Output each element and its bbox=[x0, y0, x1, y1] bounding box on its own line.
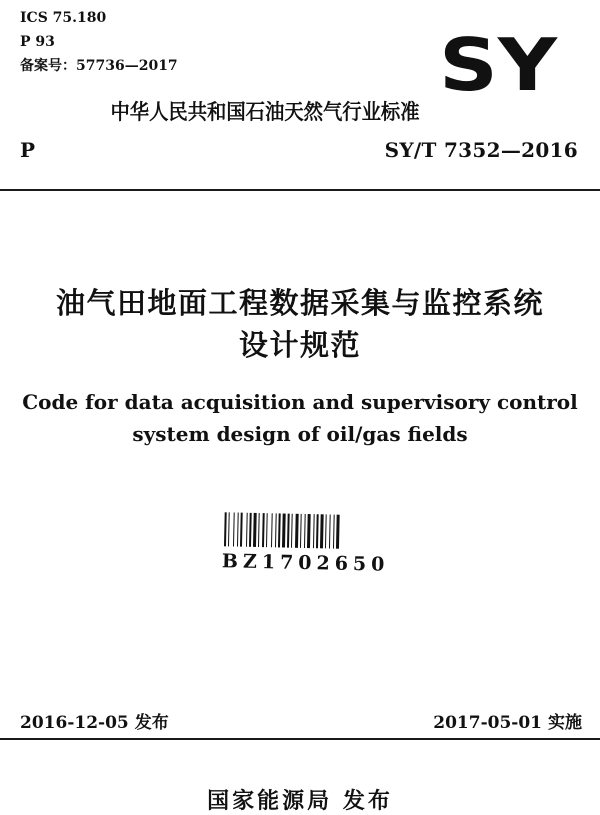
top-divider bbox=[0, 189, 600, 191]
barcode-bar bbox=[333, 515, 335, 549]
barcode-bar bbox=[313, 514, 315, 548]
barcode-bar bbox=[275, 513, 277, 547]
barcode-icon bbox=[220, 510, 393, 554]
record-number: 备案号：57736—2017 bbox=[20, 58, 178, 74]
bottom-divider bbox=[0, 738, 600, 740]
barcode-bar bbox=[295, 514, 299, 548]
issue-date-label: 发布 bbox=[134, 713, 169, 733]
english-title-line-2: system design of oil/gas fields bbox=[132, 422, 468, 446]
chinese-title bbox=[0, 282, 600, 366]
implementation-date-value: 2017-05-01 bbox=[433, 713, 542, 733]
barcode-bar bbox=[258, 513, 260, 547]
barcode-bar bbox=[253, 513, 257, 547]
barcode-bar bbox=[300, 514, 302, 548]
ics-code: ICS 75.180 bbox=[20, 10, 107, 26]
barcode-bar bbox=[336, 515, 340, 549]
issue-date bbox=[20, 708, 169, 733]
barcode-bar bbox=[266, 513, 268, 547]
sy-logo-text: SY bbox=[439, 34, 558, 96]
chinese-title-line-1: 油气田地面工程数据采集与监控系统 bbox=[55, 286, 544, 320]
barcode-bar bbox=[233, 512, 235, 546]
barcode-bar bbox=[291, 514, 293, 548]
barcode-number: BZ1702650 bbox=[221, 550, 390, 576]
barcode-sticker bbox=[219, 510, 392, 584]
english-title-line-1: Code for data acquisition and supervisory control bbox=[22, 390, 578, 414]
classification-code: P 93 bbox=[20, 34, 55, 50]
publisher: 国家能源局 发布 bbox=[207, 789, 393, 814]
barcode-bar bbox=[307, 514, 311, 548]
english-title bbox=[0, 386, 600, 450]
barcode-bar bbox=[249, 513, 252, 547]
barcode-bar bbox=[246, 513, 248, 547]
implementation-date bbox=[433, 708, 582, 733]
barcode-bar bbox=[320, 514, 324, 548]
industry-standard-heading: 中华人民共和国石油天然气行业标准 bbox=[110, 100, 420, 124]
sy-logo bbox=[436, 34, 560, 96]
barcode-bar bbox=[240, 513, 243, 547]
barcode-bar bbox=[237, 513, 239, 547]
barcode-bar bbox=[325, 514, 327, 548]
issue-date-value: 2016-12-05 bbox=[20, 713, 129, 733]
barcode-bar bbox=[228, 512, 230, 546]
barcode-bar bbox=[316, 514, 319, 548]
implementation-date-label: 实施 bbox=[548, 713, 582, 733]
barcode-bar bbox=[329, 514, 331, 548]
barcode-bar bbox=[304, 514, 306, 548]
barcode-bar bbox=[278, 513, 281, 547]
chinese-title-line-2: 设计规范 bbox=[238, 328, 361, 362]
barcode-bar bbox=[287, 514, 290, 548]
barcode-bar bbox=[271, 513, 273, 547]
standard-number: SY/T 7352—2016 bbox=[384, 138, 578, 162]
barcode-bar bbox=[224, 512, 227, 546]
barcode-bar bbox=[262, 513, 265, 547]
barcode-bar bbox=[282, 514, 286, 548]
category-letter: P bbox=[20, 138, 36, 162]
